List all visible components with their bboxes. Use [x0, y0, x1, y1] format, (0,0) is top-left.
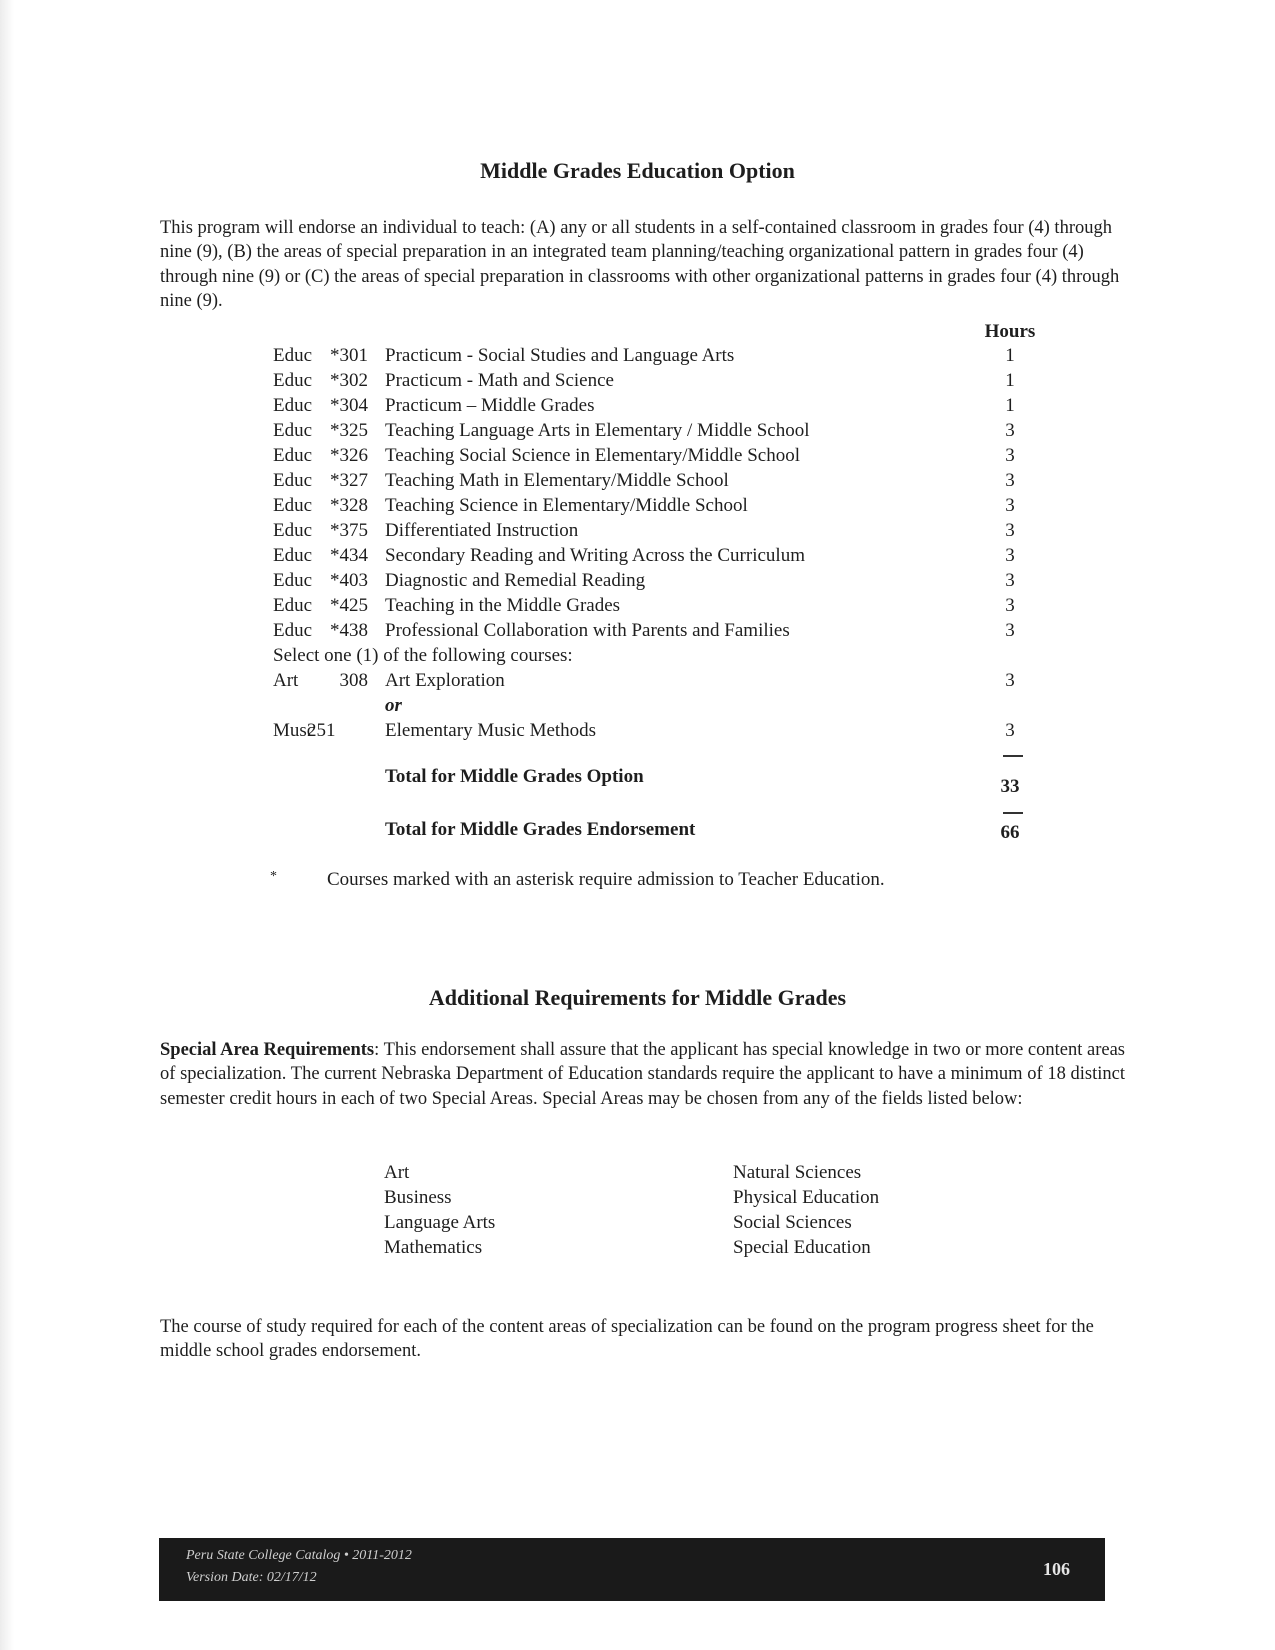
total-endorsement-value: 66	[1000, 822, 1020, 843]
course-title: Art Exploration	[385, 670, 505, 691]
course-title: Professional Collaboration with Parents and Families	[385, 620, 790, 641]
course-number: *425	[330, 595, 368, 616]
course-hours: 3	[1005, 720, 1015, 741]
course-number: 251	[307, 720, 336, 741]
course-title: Practicum - Social Studies and Language Arts	[385, 345, 735, 366]
course-hours: 3	[1005, 545, 1015, 566]
course-dept: Educ	[273, 545, 313, 566]
course-number: *326	[330, 445, 368, 466]
page-number: 106	[1043, 1559, 1070, 1579]
course-number: *325	[330, 420, 368, 441]
course-number: *301	[330, 345, 368, 366]
course-title: Differentiated Instruction	[385, 520, 579, 541]
special-area-item: Natural Sciences	[733, 1162, 862, 1183]
course-number: 308	[339, 670, 368, 691]
course-dept: Educ	[273, 520, 313, 541]
footnote-mark: *	[270, 869, 277, 884]
course-number: *327	[330, 470, 368, 491]
course-dept: Educ	[273, 620, 313, 641]
special-area-item: Business	[384, 1187, 452, 1208]
course-title: Teaching Math in Elementary/Middle School	[385, 470, 729, 491]
course-title: Teaching Science in Elementary/Middle School	[385, 495, 748, 516]
total-endorsement-label: Total for Middle Grades Endorsement	[385, 819, 696, 840]
course-title: Diagnostic and Remedial Reading	[385, 570, 646, 591]
course-dept: Educ	[273, 445, 313, 466]
course-hours: 3	[1005, 495, 1015, 516]
course-dept: Art	[273, 670, 299, 691]
course-number: *403	[330, 570, 368, 591]
special-area-item: Language Arts	[384, 1212, 496, 1233]
course-number: *375	[330, 520, 368, 541]
course-number: *302	[330, 370, 368, 391]
course-hours: 3	[1005, 620, 1015, 641]
course-hours: 3	[1005, 445, 1015, 466]
special-area-text: : This endorsement shall assure that the applicant has special knowledge in two or more content areas of specialization. The current Nebraska Department of Education standards require the applicant to have a minimum of 18 distinct semester credit hours in each of two Special Areas. Special Areas may be chosen from any of the fields listed below:	[160, 1039, 1125, 1109]
course-hours: 3	[1005, 420, 1015, 441]
special-area-item: Special Education	[733, 1237, 871, 1258]
course-dept: Educ	[273, 595, 313, 616]
course-hours: 3	[1005, 570, 1015, 591]
course-title: Teaching Social Science in Elementary/Middle School	[385, 445, 800, 466]
special-area-paragraph	[160, 1038, 1125, 1112]
course-title: Practicum - Math and Science	[385, 370, 614, 391]
special-area-item: Mathematics	[384, 1237, 483, 1258]
intro-paragraph: This program will endorse an individual to teach: (A) any or all students in a self-contained classroom in grades four (4) through nine (9), (B) the areas of special preparation in an integrated team planning/teaching organizational pattern in grades four (4) through nine (9) or (C) the areas of special preparation in classrooms with other organizational patterns in grades four (4) through nine (9).	[160, 217, 1120, 311]
course-dept: Educ	[273, 420, 313, 441]
course-title: Practicum – Middle Grades	[385, 395, 595, 416]
course-dept: Educ	[273, 395, 313, 416]
course-dept: Educ	[273, 470, 313, 491]
course-dept: Educ	[273, 495, 313, 516]
course-number: *304	[330, 395, 368, 416]
course-number: *328	[330, 495, 368, 516]
course-number: *438	[330, 620, 368, 641]
course-title: Secondary Reading and Writing Across the Curriculum	[385, 545, 805, 566]
course-dept: Educ	[273, 370, 313, 391]
total-option-value: 33	[1000, 776, 1020, 797]
course-hours: 3	[1005, 520, 1015, 541]
select-one-note: Select one (1) of the following courses:	[273, 645, 573, 666]
course-hours: 3	[1005, 595, 1015, 616]
course-number: *434	[330, 545, 368, 566]
course-hours: 1	[1005, 370, 1015, 391]
or-label: or	[385, 695, 402, 716]
total-rule-endorsement	[1003, 812, 1023, 814]
course-hours: 3	[1005, 670, 1015, 691]
total-rule-option	[1003, 755, 1023, 757]
hours-column-header: Hours	[984, 321, 1036, 342]
course-hours: 1	[1005, 395, 1015, 416]
course-title: Teaching in the Middle Grades	[385, 595, 621, 616]
course-title: Teaching Language Arts in Elementary / Middle School	[385, 420, 810, 441]
page-edge-shadow	[0, 0, 14, 1650]
special-area-item: Physical Education	[733, 1187, 880, 1208]
closing-paragraph: The course of study required for each of the content areas of specialization can be found on the program progress sheet for the middle school grades endorsement.	[160, 1316, 1094, 1361]
page-footer	[159, 1538, 1105, 1601]
course-dept: Musc	[273, 720, 316, 741]
total-option-label: Total for Middle Grades Option	[385, 766, 644, 787]
section-title-middle-grades: Middle Grades Education Option	[480, 157, 795, 183]
course-dept: Educ	[273, 570, 313, 591]
special-area-label: Special Area Requirements	[160, 1039, 375, 1060]
special-area-item: Art	[384, 1162, 410, 1183]
footer-version-date: Version Date: 02/17/12	[186, 1570, 317, 1585]
special-areas-left-list	[384, 1160, 495, 1260]
section-title-additional-requirements: Additional Requirements for Middle Grades	[428, 985, 847, 1011]
course-dept: Educ	[273, 345, 313, 366]
footer-catalog-title: Peru State College Catalog • 2011-2012	[186, 1548, 412, 1563]
course-title: Elementary Music Methods	[385, 720, 597, 741]
footnote-text: Courses marked with an asterisk require admission to Teacher Education.	[327, 869, 885, 890]
special-areas-right-list	[733, 1160, 879, 1260]
special-area-item: Social Sciences	[733, 1212, 852, 1233]
course-hours: 1	[1005, 345, 1015, 366]
course-hours: 3	[1005, 470, 1015, 491]
